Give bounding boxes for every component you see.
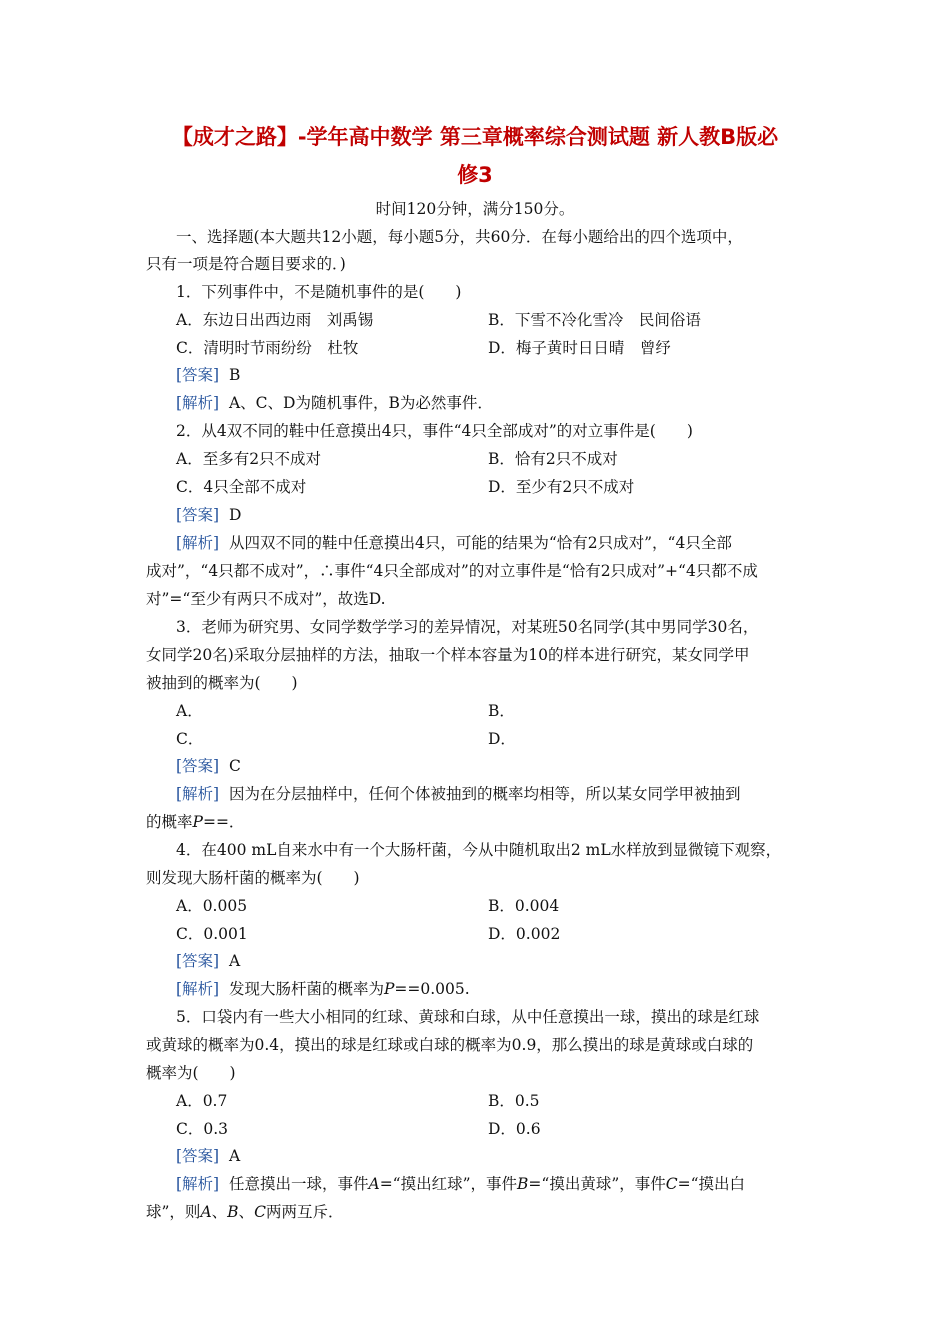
q3-option-c: C． — [176, 730, 204, 748]
q5-option-a: A．0.7 — [176, 1092, 228, 1110]
q2-option-a: A．至多有2只不成对 — [176, 450, 322, 468]
q3-analysis-pre: 的概率 — [146, 813, 193, 831]
q5-sep: 、 — [238, 1203, 255, 1221]
q1-analysis-text: A、C、D为随机事件，B为必然事件． — [228, 394, 493, 412]
q1-answer-value: B — [228, 366, 241, 384]
q3-stem: 3．老师为研究男、女同学数学学习的差异情况，对某班50名同学(其中男同学30名， — [176, 618, 759, 636]
section-heading: 一、选择题(本大题共12小题，每小题5分，共60分．在每小题给出的四个选项中， — [176, 228, 743, 246]
q5-analysis-c: =“摸出黄球”，事件 — [528, 1175, 666, 1193]
q5-stem: 5．口袋内有一些大小相同的红球、黄球和白球，从中任意摸出一球，摸出的球是红球 — [176, 1008, 760, 1026]
q2-option-b: B．恰有2只不成对 — [488, 450, 618, 468]
q5-var-a: A — [200, 1203, 212, 1221]
q3-analysis — [176, 784, 740, 804]
q1-option-b: B．下雪不冷化雪冷 民间俗语 — [488, 311, 701, 329]
q4-answer-value: A — [228, 952, 241, 970]
q1-analysis — [176, 393, 493, 413]
q4-option-b: B．0.004 — [488, 897, 560, 915]
q4-option-d: D．0.002 — [488, 925, 561, 943]
time-score-note: 时间120分钟，满分150分。 — [375, 200, 575, 218]
answer-tag: [答案] — [176, 952, 220, 970]
q5-var-a: A — [368, 1175, 380, 1193]
q2-analysis-cont: 对”=“至少有两只不成对”，故选D. — [146, 590, 386, 608]
q5-option-d: D．0.6 — [488, 1120, 541, 1138]
q2-stem: 2．从4双不同的鞋中任意摸出4只，事件“4只全部成对”的对立事件是( ) — [176, 422, 693, 440]
q2-option-d: D．至少有2只不成对 — [488, 478, 635, 496]
q1-option-a: A．东边日出西边雨 刘禹锡 — [176, 311, 374, 329]
q3-answer — [176, 756, 241, 776]
q4-stem-cont: 则发现大肠杆菌的概率为( ) — [146, 869, 360, 887]
q5-var-b: B — [517, 1175, 529, 1193]
q5-analysis — [176, 1174, 745, 1194]
q2-analysis-cont: 成对”，“4只都不成对”，∴事件“4只全部成对”的对立事件是“恰有2只成对”+“4只都不成 — [146, 562, 758, 580]
q4-option-a: A．0.005 — [176, 897, 248, 915]
q4-option-c: C．0.001 — [176, 925, 248, 943]
q4-analysis-pre: 发现大肠杆菌的概率为 — [228, 980, 384, 998]
q3-stem-cont: 被抽到的概率为( ) — [146, 674, 298, 692]
q2-analysis-text: 从四双不同的鞋中任意摸出4只，可能的结果为“恰有2只成对”，“4只全部 — [228, 534, 732, 552]
q1-option-d: D．梅子黄时日日晴 曾纾 — [488, 339, 671, 357]
q3-stem-cont: 女同学20名)采取分层抽样的方法，抽取一个样本容量为10的样本进行研究，某女同学甲 — [146, 646, 750, 664]
q5-analysis-cont — [146, 1202, 343, 1222]
q3-analysis-cont — [146, 812, 244, 832]
analysis-tag: [解析] — [176, 785, 220, 803]
q3-option-b: B． — [488, 702, 515, 720]
q2-answer — [176, 505, 241, 525]
document-title-line2: 修3 — [457, 163, 493, 187]
answer-tag: [答案] — [176, 366, 220, 384]
answer-tag: [答案] — [176, 757, 220, 775]
q5-analysis2-b: 两两互斥． — [265, 1203, 344, 1221]
q2-option-c: C．4只全部不成对 — [176, 478, 307, 496]
q2-answer-value: D — [228, 506, 242, 524]
document-title-line1: 【成才之路】-学年高中数学 第三章概率综合测试题 新人教B版必 — [171, 125, 779, 149]
q1-answer — [176, 365, 240, 385]
q4-analysis-post: ==0.005. — [394, 980, 470, 998]
q5-var-b: B — [227, 1203, 239, 1221]
q3-analysis-post: ==． — [202, 813, 245, 831]
analysis-tag: [解析] — [176, 980, 220, 998]
q5-analysis-d: =“摸出白 — [677, 1175, 746, 1193]
q3-analysis-text: 因为在分层抽样中，任何个体被抽到的概率均相等，所以某女同学甲被抽到 — [228, 785, 741, 803]
q2-analysis — [176, 533, 732, 553]
q3-option-d: D． — [488, 730, 516, 748]
q5-option-c: C．0.3 — [176, 1120, 229, 1138]
q3-option-a: A． — [176, 702, 203, 720]
answer-tag: [答案] — [176, 506, 220, 524]
q1-stem: 1．下列事件中，不是随机事件的是( ) — [176, 283, 462, 301]
q1-option-c: C．清明时节雨纷纷 杜牧 — [176, 339, 359, 357]
q5-stem-cont: 概率为( ) — [146, 1064, 236, 1082]
answer-tag: [答案] — [176, 1147, 220, 1165]
q5-analysis-a: 任意摸出一球，事件 — [228, 1175, 369, 1193]
q5-stem-cont: 或黄球的概率为0.4，摸出的球是红球或白球的概率为0.9，那么摸出的球是黄球或白球的 — [146, 1036, 754, 1054]
q5-analysis2-a: 球”，则 — [146, 1203, 201, 1221]
q4-var-p: P — [383, 980, 395, 998]
q5-answer-value: A — [228, 1147, 241, 1165]
q5-answer — [176, 1146, 240, 1166]
q3-var-p: P — [192, 813, 203, 831]
q5-option-b: B．0.5 — [488, 1092, 540, 1110]
q4-analysis — [176, 979, 470, 999]
q5-var-c: C — [665, 1175, 678, 1193]
analysis-tag: [解析] — [176, 1175, 220, 1193]
q5-var-c: C — [254, 1203, 266, 1221]
analysis-tag: [解析] — [176, 394, 220, 412]
q4-answer — [176, 951, 240, 971]
q4-stem: 4．在400 mL自来水中有一个大肠杆菌，今从中随机取出2 mL水样放到显微镜下观察， — [176, 841, 782, 859]
q5-analysis-b: =“摸出红球”，事件 — [379, 1175, 518, 1193]
q3-answer-value: C — [228, 757, 241, 775]
q5-sep: 、 — [211, 1203, 228, 1221]
analysis-tag: [解析] — [176, 534, 220, 552]
section-heading-cont: 只有一项是符合题目要求的．) — [146, 255, 346, 273]
